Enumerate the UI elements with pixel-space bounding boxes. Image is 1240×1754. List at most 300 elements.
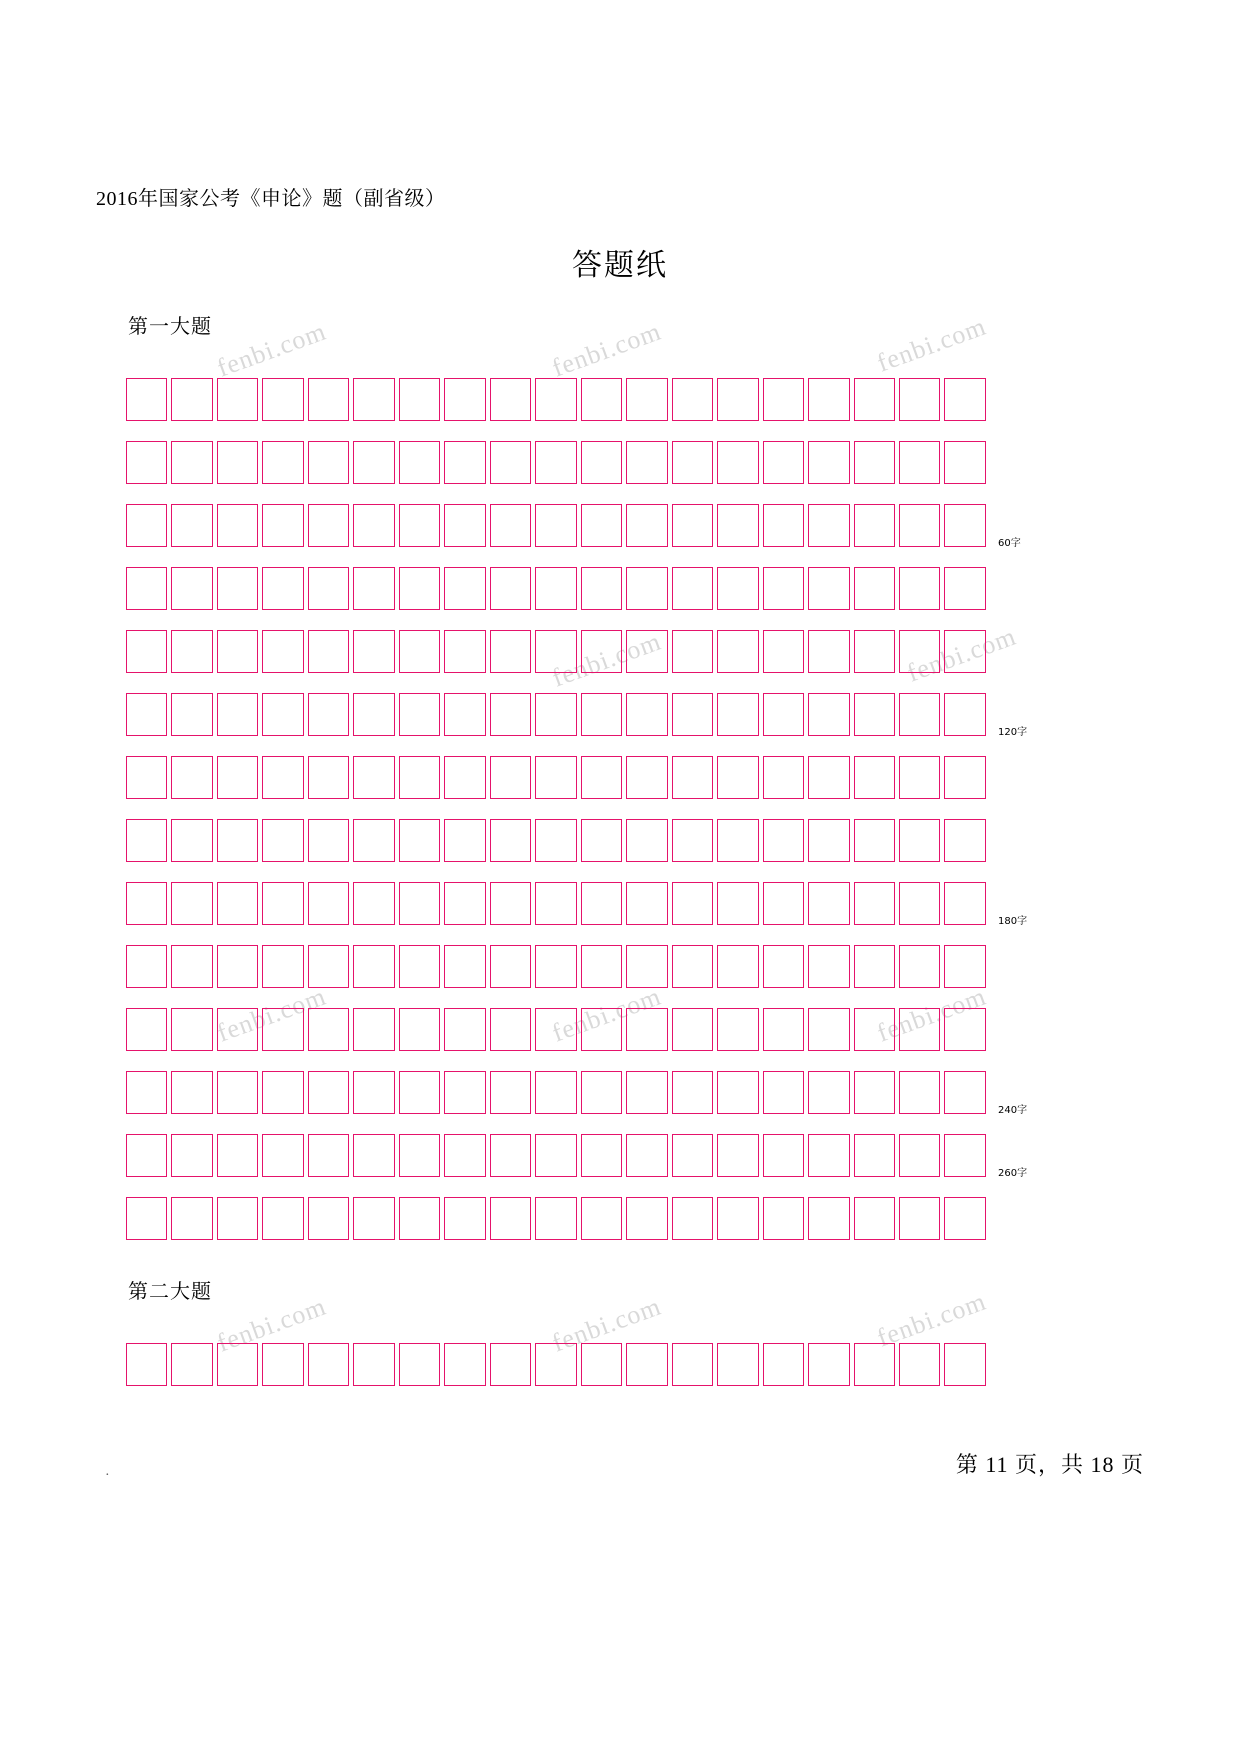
- answer-grid-cell[interactable]: [262, 567, 303, 610]
- answer-grid-row[interactable]: [126, 693, 1028, 740]
- answer-grid-cell[interactable]: [353, 882, 394, 925]
- answer-grid-cell[interactable]: [717, 1197, 758, 1240]
- answer-grid-cell[interactable]: [535, 1134, 576, 1177]
- answer-grid-cell[interactable]: [808, 1071, 849, 1114]
- answer-grid-cell[interactable]: [490, 756, 531, 799]
- answer-grid-row[interactable]: [126, 441, 986, 488]
- answer-grid-cell[interactable]: [399, 630, 440, 673]
- answer-grid-cell[interactable]: [581, 441, 622, 484]
- answer-grid-cell[interactable]: [672, 693, 713, 736]
- answer-grid-cell[interactable]: [217, 819, 258, 862]
- answer-grid-cell[interactable]: [672, 1071, 713, 1114]
- answer-grid-cell[interactable]: [126, 882, 167, 925]
- answer-grid-cell[interactable]: [626, 819, 667, 862]
- answer-grid-cell[interactable]: [717, 378, 758, 421]
- answer-grid-cell[interactable]: [854, 1008, 895, 1051]
- answer-grid-cell[interactable]: [126, 378, 167, 421]
- answer-grid-cell[interactable]: [717, 441, 758, 484]
- answer-grid-cell[interactable]: [717, 504, 758, 547]
- answer-grid-row[interactable]: [126, 630, 986, 677]
- answer-grid-cell[interactable]: [171, 1197, 212, 1240]
- answer-grid-cell[interactable]: [490, 441, 531, 484]
- answer-grid-cell[interactable]: [126, 1197, 167, 1240]
- answer-grid-cell[interactable]: [308, 819, 349, 862]
- answer-grid-cell[interactable]: [444, 882, 485, 925]
- answer-grid-cell[interactable]: [126, 693, 167, 736]
- answer-grid-cell[interactable]: [717, 1343, 758, 1386]
- answer-grid-cell[interactable]: [944, 945, 985, 988]
- answer-grid-cell[interactable]: [308, 1343, 349, 1386]
- answer-grid-cell[interactable]: [217, 1071, 258, 1114]
- answer-grid-cell[interactable]: [217, 1134, 258, 1177]
- answer-grid-cell[interactable]: [444, 567, 485, 610]
- answer-grid-row[interactable]: [126, 945, 986, 992]
- answer-grid-cell[interactable]: [171, 819, 212, 862]
- answer-grid-cell[interactable]: [944, 1008, 985, 1051]
- answer-grid-cell[interactable]: [899, 945, 940, 988]
- answer-grid-cell[interactable]: [581, 945, 622, 988]
- answer-grid-cell[interactable]: [944, 1071, 985, 1114]
- answer-grid-cell[interactable]: [899, 1134, 940, 1177]
- answer-grid-cell[interactable]: [854, 945, 895, 988]
- answer-grid-cell[interactable]: [308, 441, 349, 484]
- answer-grid-cell[interactable]: [672, 1134, 713, 1177]
- answer-grid-cell[interactable]: [626, 945, 667, 988]
- answer-grid-cell[interactable]: [808, 882, 849, 925]
- answer-grid-cell[interactable]: [944, 819, 985, 862]
- answer-grid-cell[interactable]: [126, 945, 167, 988]
- answer-grid-row[interactable]: [126, 882, 1028, 929]
- answer-grid-cell[interactable]: [763, 756, 804, 799]
- answer-grid-section-1[interactable]: [126, 378, 1028, 1260]
- answer-grid-cell[interactable]: [308, 567, 349, 610]
- answer-grid-cell[interactable]: [126, 1134, 167, 1177]
- answer-grid-cell[interactable]: [581, 1008, 622, 1051]
- answer-grid-cell[interactable]: [535, 378, 576, 421]
- answer-grid-cell[interactable]: [490, 1197, 531, 1240]
- answer-grid-cell[interactable]: [626, 630, 667, 673]
- answer-grid-cell[interactable]: [581, 756, 622, 799]
- answer-grid-cell[interactable]: [763, 693, 804, 736]
- answer-grid-cell[interactable]: [353, 1008, 394, 1051]
- answer-grid-cell[interactable]: [308, 378, 349, 421]
- answer-grid-cell[interactable]: [808, 1343, 849, 1386]
- answer-grid-cell[interactable]: [944, 882, 985, 925]
- answer-grid-cell[interactable]: [535, 1008, 576, 1051]
- answer-grid-cell[interactable]: [262, 504, 303, 547]
- answer-grid-cell[interactable]: [672, 756, 713, 799]
- answer-grid-cell[interactable]: [444, 1008, 485, 1051]
- answer-grid-cell[interactable]: [490, 819, 531, 862]
- answer-grid-cell[interactable]: [626, 693, 667, 736]
- answer-grid-cell[interactable]: [171, 378, 212, 421]
- answer-grid-cell[interactable]: [444, 630, 485, 673]
- answer-grid-cell[interactable]: [171, 756, 212, 799]
- answer-grid-cell[interactable]: [899, 441, 940, 484]
- answer-grid-row[interactable]: [126, 1008, 986, 1055]
- answer-grid-cell[interactable]: [672, 441, 713, 484]
- answer-grid-cell[interactable]: [672, 945, 713, 988]
- answer-grid-cell[interactable]: [126, 756, 167, 799]
- answer-grid-cell[interactable]: [308, 882, 349, 925]
- answer-grid-cell[interactable]: [399, 945, 440, 988]
- answer-grid-cell[interactable]: [581, 567, 622, 610]
- answer-grid-cell[interactable]: [672, 504, 713, 547]
- answer-grid-cell[interactable]: [262, 1343, 303, 1386]
- answer-grid-cell[interactable]: [399, 756, 440, 799]
- answer-grid-cell[interactable]: [444, 819, 485, 862]
- answer-grid-cell[interactable]: [490, 630, 531, 673]
- answer-grid-cell[interactable]: [444, 504, 485, 547]
- answer-grid-cell[interactable]: [717, 945, 758, 988]
- answer-grid-cell[interactable]: [308, 504, 349, 547]
- answer-grid-row[interactable]: [126, 378, 986, 425]
- answer-grid-cell[interactable]: [535, 567, 576, 610]
- answer-grid-cell[interactable]: [490, 693, 531, 736]
- answer-grid-cell[interactable]: [854, 882, 895, 925]
- answer-grid-cell[interactable]: [763, 441, 804, 484]
- answer-grid-cell[interactable]: [399, 1343, 440, 1386]
- answer-grid-cell[interactable]: [899, 693, 940, 736]
- answer-grid-cell[interactable]: [854, 630, 895, 673]
- answer-grid-cell[interactable]: [854, 1071, 895, 1114]
- answer-grid-cell[interactable]: [535, 945, 576, 988]
- answer-grid-cell[interactable]: [717, 756, 758, 799]
- answer-grid-cell[interactable]: [490, 1008, 531, 1051]
- answer-grid-cell[interactable]: [126, 441, 167, 484]
- answer-grid-cell[interactable]: [353, 1071, 394, 1114]
- answer-grid-cell[interactable]: [944, 504, 985, 547]
- answer-grid-cell[interactable]: [854, 1197, 895, 1240]
- answer-grid-cell[interactable]: [262, 945, 303, 988]
- answer-grid-row[interactable]: [126, 756, 986, 803]
- answer-grid-cell[interactable]: [399, 693, 440, 736]
- answer-grid-cell[interactable]: [899, 756, 940, 799]
- answer-grid-cell[interactable]: [899, 378, 940, 421]
- answer-grid-cell[interactable]: [899, 1343, 940, 1386]
- answer-grid-cell[interactable]: [262, 630, 303, 673]
- answer-grid-cell[interactable]: [262, 756, 303, 799]
- answer-grid-cell[interactable]: [217, 567, 258, 610]
- answer-grid-cell[interactable]: [899, 882, 940, 925]
- answer-grid-cell[interactable]: [944, 630, 985, 673]
- answer-grid-cell[interactable]: [854, 819, 895, 862]
- answer-grid-cell[interactable]: [308, 630, 349, 673]
- answer-grid-cell[interactable]: [399, 819, 440, 862]
- answer-grid-cell[interactable]: [353, 1134, 394, 1177]
- answer-grid-cell[interactable]: [581, 504, 622, 547]
- answer-grid-cell[interactable]: [854, 693, 895, 736]
- answer-grid-cell[interactable]: [899, 630, 940, 673]
- answer-grid-cell[interactable]: [535, 819, 576, 862]
- answer-grid-cell[interactable]: [808, 630, 849, 673]
- answer-grid-cell[interactable]: [353, 819, 394, 862]
- answer-grid-cell[interactable]: [217, 945, 258, 988]
- answer-grid-cell[interactable]: [581, 1343, 622, 1386]
- answer-grid-cell[interactable]: [490, 567, 531, 610]
- answer-grid-row[interactable]: [126, 1071, 1028, 1118]
- answer-grid-cell[interactable]: [444, 1343, 485, 1386]
- answer-grid-cell[interactable]: [308, 1197, 349, 1240]
- answer-grid-cell[interactable]: [717, 1071, 758, 1114]
- answer-grid-cell[interactable]: [672, 1343, 713, 1386]
- answer-grid-cell[interactable]: [672, 1197, 713, 1240]
- answer-grid-cell[interactable]: [126, 1343, 167, 1386]
- answer-grid-cell[interactable]: [217, 441, 258, 484]
- answer-grid-cell[interactable]: [490, 882, 531, 925]
- answer-grid-cell[interactable]: [308, 1071, 349, 1114]
- answer-grid-cell[interactable]: [672, 1008, 713, 1051]
- answer-grid-cell[interactable]: [854, 1343, 895, 1386]
- answer-grid-cell[interactable]: [353, 1197, 394, 1240]
- answer-grid-cell[interactable]: [717, 1134, 758, 1177]
- answer-grid-cell[interactable]: [126, 630, 167, 673]
- answer-grid-row[interactable]: [126, 1343, 986, 1390]
- answer-grid-cell[interactable]: [399, 378, 440, 421]
- answer-grid-cell[interactable]: [171, 1008, 212, 1051]
- answer-grid-cell[interactable]: [490, 504, 531, 547]
- answer-grid-cell[interactable]: [171, 945, 212, 988]
- answer-grid-cell[interactable]: [944, 1343, 985, 1386]
- answer-grid-cell[interactable]: [672, 630, 713, 673]
- answer-grid-cell[interactable]: [171, 1343, 212, 1386]
- answer-grid-cell[interactable]: [399, 1008, 440, 1051]
- answer-grid-cell[interactable]: [899, 819, 940, 862]
- answer-grid-cell[interactable]: [308, 693, 349, 736]
- answer-grid-cell[interactable]: [808, 756, 849, 799]
- answer-grid-cell[interactable]: [763, 1343, 804, 1386]
- answer-grid-cell[interactable]: [535, 441, 576, 484]
- answer-grid-cell[interactable]: [626, 1197, 667, 1240]
- answer-grid-cell[interactable]: [262, 1134, 303, 1177]
- answer-grid-cell[interactable]: [899, 1008, 940, 1051]
- answer-grid-cell[interactable]: [899, 567, 940, 610]
- answer-grid-cell[interactable]: [444, 378, 485, 421]
- answer-grid-cell[interactable]: [308, 1134, 349, 1177]
- answer-grid-cell[interactable]: [353, 693, 394, 736]
- answer-grid-cell[interactable]: [626, 504, 667, 547]
- answer-grid-cell[interactable]: [626, 441, 667, 484]
- answer-grid-cell[interactable]: [626, 378, 667, 421]
- answer-grid-cell[interactable]: [217, 1008, 258, 1051]
- answer-grid-cell[interactable]: [217, 1197, 258, 1240]
- answer-grid-cell[interactable]: [262, 882, 303, 925]
- answer-grid-cell[interactable]: [399, 882, 440, 925]
- answer-grid-cell[interactable]: [763, 378, 804, 421]
- answer-grid-cell[interactable]: [763, 882, 804, 925]
- answer-grid-cell[interactable]: [808, 1008, 849, 1051]
- answer-grid-cell[interactable]: [217, 378, 258, 421]
- answer-grid-cell[interactable]: [854, 504, 895, 547]
- answer-grid-cell[interactable]: [444, 693, 485, 736]
- answer-grid-cell[interactable]: [626, 1134, 667, 1177]
- answer-grid-cell[interactable]: [399, 504, 440, 547]
- answer-grid-cell[interactable]: [535, 504, 576, 547]
- answer-grid-cell[interactable]: [854, 441, 895, 484]
- answer-grid-cell[interactable]: [854, 756, 895, 799]
- answer-grid-cell[interactable]: [171, 693, 212, 736]
- answer-grid-cell[interactable]: [717, 819, 758, 862]
- answer-grid-cell[interactable]: [808, 504, 849, 547]
- answer-grid-cell[interactable]: [217, 630, 258, 673]
- answer-grid-cell[interactable]: [763, 1134, 804, 1177]
- answer-grid-cell[interactable]: [399, 441, 440, 484]
- answer-grid-cell[interactable]: [444, 1134, 485, 1177]
- answer-grid-cell[interactable]: [626, 1071, 667, 1114]
- answer-grid-cell[interactable]: [353, 441, 394, 484]
- answer-grid-cell[interactable]: [944, 1134, 985, 1177]
- answer-grid-cell[interactable]: [717, 882, 758, 925]
- answer-grid-cell[interactable]: [217, 756, 258, 799]
- answer-grid-cell[interactable]: [717, 630, 758, 673]
- answer-grid-cell[interactable]: [808, 1134, 849, 1177]
- answer-grid-cell[interactable]: [763, 567, 804, 610]
- answer-grid-cell[interactable]: [399, 1134, 440, 1177]
- answer-grid-cell[interactable]: [535, 882, 576, 925]
- answer-grid-cell[interactable]: [626, 567, 667, 610]
- answer-grid-cell[interactable]: [444, 441, 485, 484]
- answer-grid-cell[interactable]: [308, 756, 349, 799]
- answer-grid-cell[interactable]: [126, 567, 167, 610]
- answer-grid-cell[interactable]: [399, 1071, 440, 1114]
- answer-grid-cell[interactable]: [808, 441, 849, 484]
- answer-grid-cell[interactable]: [672, 819, 713, 862]
- answer-grid-cell[interactable]: [171, 630, 212, 673]
- answer-grid-cell[interactable]: [763, 819, 804, 862]
- answer-grid-cell[interactable]: [217, 504, 258, 547]
- answer-grid-cell[interactable]: [444, 756, 485, 799]
- answer-grid-cell[interactable]: [854, 567, 895, 610]
- answer-grid-cell[interactable]: [672, 567, 713, 610]
- answer-grid-cell[interactable]: [626, 756, 667, 799]
- answer-grid-cell[interactable]: [944, 756, 985, 799]
- answer-grid-cell[interactable]: [126, 819, 167, 862]
- answer-grid-section-2[interactable]: [126, 1343, 986, 1406]
- answer-grid-cell[interactable]: [763, 1071, 804, 1114]
- answer-grid-cell[interactable]: [399, 1197, 440, 1240]
- answer-grid-cell[interactable]: [808, 945, 849, 988]
- answer-grid-cell[interactable]: [262, 1197, 303, 1240]
- answer-grid-cell[interactable]: [808, 819, 849, 862]
- answer-grid-cell[interactable]: [763, 1197, 804, 1240]
- answer-grid-cell[interactable]: [308, 1008, 349, 1051]
- answer-grid-cell[interactable]: [763, 504, 804, 547]
- answer-grid-cell[interactable]: [763, 1008, 804, 1051]
- answer-grid-cell[interactable]: [944, 378, 985, 421]
- answer-grid-cell[interactable]: [581, 1134, 622, 1177]
- answer-grid-row[interactable]: [126, 819, 986, 866]
- answer-grid-cell[interactable]: [353, 504, 394, 547]
- answer-grid-cell[interactable]: [854, 378, 895, 421]
- answer-grid-cell[interactable]: [535, 630, 576, 673]
- answer-grid-cell[interactable]: [717, 567, 758, 610]
- answer-grid-cell[interactable]: [490, 378, 531, 421]
- answer-grid-cell[interactable]: [944, 441, 985, 484]
- answer-grid-cell[interactable]: [626, 1008, 667, 1051]
- answer-grid-cell[interactable]: [763, 945, 804, 988]
- answer-grid-cell[interactable]: [581, 882, 622, 925]
- answer-grid-cell[interactable]: [171, 504, 212, 547]
- answer-grid-cell[interactable]: [262, 441, 303, 484]
- answer-grid-cell[interactable]: [581, 378, 622, 421]
- answer-grid-cell[interactable]: [353, 378, 394, 421]
- answer-grid-cell[interactable]: [262, 693, 303, 736]
- answer-grid-cell[interactable]: [899, 1071, 940, 1114]
- answer-grid-cell[interactable]: [672, 378, 713, 421]
- answer-grid-cell[interactable]: [171, 567, 212, 610]
- answer-grid-cell[interactable]: [717, 693, 758, 736]
- answer-grid-cell[interactable]: [899, 1197, 940, 1240]
- answer-grid-cell[interactable]: [217, 693, 258, 736]
- answer-grid-cell[interactable]: [490, 1071, 531, 1114]
- answer-grid-cell[interactable]: [535, 1071, 576, 1114]
- answer-grid-cell[interactable]: [535, 1197, 576, 1240]
- answer-grid-cell[interactable]: [717, 1008, 758, 1051]
- answer-grid-cell[interactable]: [672, 882, 713, 925]
- answer-grid-cell[interactable]: [535, 1343, 576, 1386]
- answer-grid-cell[interactable]: [217, 1343, 258, 1386]
- answer-grid-cell[interactable]: [490, 1343, 531, 1386]
- answer-grid-cell[interactable]: [171, 1071, 212, 1114]
- answer-grid-cell[interactable]: [444, 945, 485, 988]
- answer-grid-row[interactable]: [126, 567, 986, 614]
- answer-grid-cell[interactable]: [535, 693, 576, 736]
- answer-grid-cell[interactable]: [490, 1134, 531, 1177]
- answer-grid-cell[interactable]: [490, 945, 531, 988]
- answer-grid-cell[interactable]: [581, 819, 622, 862]
- answer-grid-cell[interactable]: [353, 756, 394, 799]
- answer-grid-cell[interactable]: [171, 882, 212, 925]
- answer-grid-cell[interactable]: [581, 1071, 622, 1114]
- answer-grid-cell[interactable]: [899, 504, 940, 547]
- answer-grid-cell[interactable]: [808, 693, 849, 736]
- answer-grid-cell[interactable]: [262, 1071, 303, 1114]
- answer-grid-cell[interactable]: [535, 756, 576, 799]
- answer-grid-cell[interactable]: [126, 1008, 167, 1051]
- answer-grid-row[interactable]: [126, 1197, 986, 1244]
- answer-grid-cell[interactable]: [944, 567, 985, 610]
- answer-grid-cell[interactable]: [581, 630, 622, 673]
- answer-grid-cell[interactable]: [854, 1134, 895, 1177]
- answer-grid-cell[interactable]: [626, 882, 667, 925]
- answer-grid-row[interactable]: [126, 504, 1021, 551]
- answer-grid-cell[interactable]: [626, 1343, 667, 1386]
- answer-grid-cell[interactable]: [581, 1197, 622, 1240]
- answer-grid-cell[interactable]: [581, 693, 622, 736]
- answer-grid-cell[interactable]: [353, 630, 394, 673]
- answer-grid-cell[interactable]: [444, 1071, 485, 1114]
- answer-grid-cell[interactable]: [171, 1134, 212, 1177]
- answer-grid-cell[interactable]: [444, 1197, 485, 1240]
- answer-grid-cell[interactable]: [171, 441, 212, 484]
- answer-grid-cell[interactable]: [262, 378, 303, 421]
- answer-grid-cell[interactable]: [217, 882, 258, 925]
- answer-grid-cell[interactable]: [353, 1343, 394, 1386]
- answer-grid-cell[interactable]: [262, 819, 303, 862]
- answer-grid-cell[interactable]: [808, 1197, 849, 1240]
- answer-grid-cell[interactable]: [126, 1071, 167, 1114]
- answer-grid-cell[interactable]: [808, 567, 849, 610]
- answer-grid-cell[interactable]: [353, 945, 394, 988]
- answer-grid-cell[interactable]: [399, 567, 440, 610]
- answer-grid-cell[interactable]: [126, 504, 167, 547]
- answer-grid-cell[interactable]: [353, 567, 394, 610]
- answer-grid-cell[interactable]: [944, 693, 985, 736]
- answer-grid-cell[interactable]: [308, 945, 349, 988]
- answer-grid-cell[interactable]: [262, 1008, 303, 1051]
- answer-grid-cell[interactable]: [763, 630, 804, 673]
- answer-grid-row[interactable]: [126, 1134, 1028, 1181]
